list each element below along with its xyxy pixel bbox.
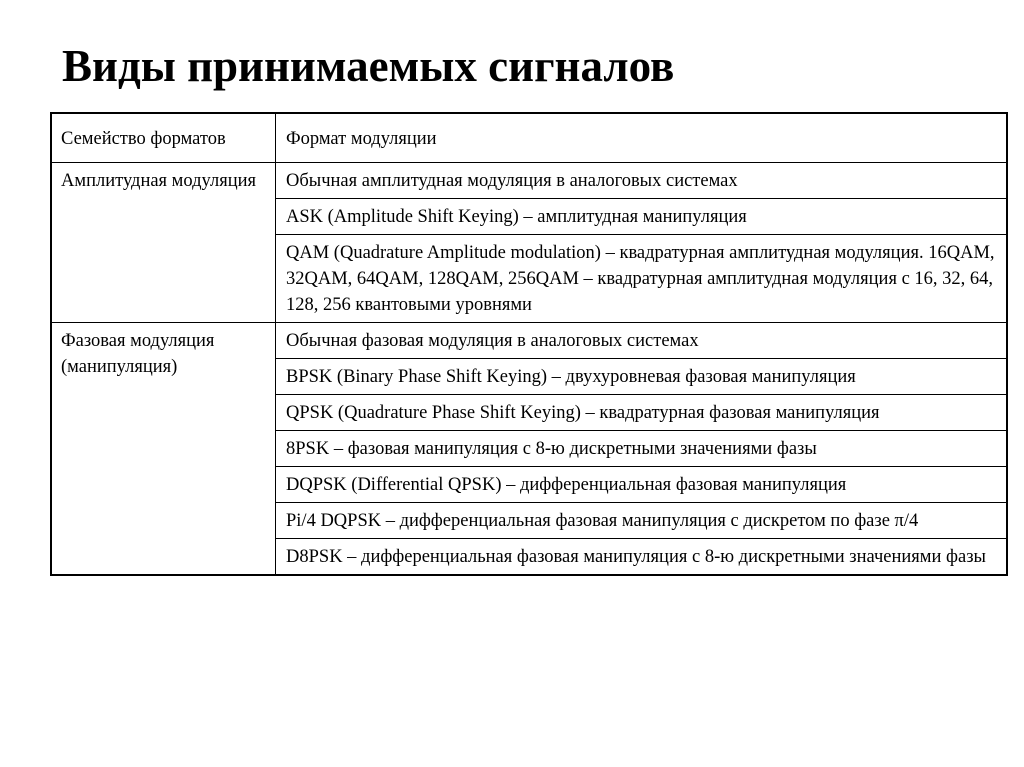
slide-title: Виды принимаемых сигналов	[62, 41, 675, 91]
format-cell: QAM (Quadrature Amplitude modulation) – квадратурная амплитудная модуляция. 16QAM, 32QAM, 64QAM, 128QAM, 256QAM – квадратурная амплитудная модуляция с 16, 32, 64, 128, 256 квантовыми уровнями	[276, 235, 1008, 323]
table-header-row	[51, 113, 1007, 163]
format-cell: Обычная фазовая модуляция в аналоговых системах	[276, 323, 1008, 359]
format-cell: DQPSK (Differential QPSK) – дифференциальная фазовая манипуляция	[276, 467, 1008, 503]
family-amplitude: Амплитудная модуляция	[51, 163, 276, 323]
format-cell: ASK (Amplitude Shift Keying) – амплитудная манипуляция	[276, 199, 1008, 235]
format-cell: Pi/4 DQPSK – дифференциальная фазовая манипуляция с дискретом по фазе π/4	[276, 503, 1008, 539]
header-family: Семейство форматов	[51, 113, 276, 163]
family-phase: Фазовая модуляция (манипуляция)	[51, 323, 276, 576]
format-cell: Обычная амплитудная модуляция в аналоговых системах	[276, 163, 1008, 199]
header-format: Формат модуляции	[276, 113, 1008, 163]
format-cell: 8PSK – фазовая манипуляция с 8-ю дискретными значениями фазы	[276, 431, 1008, 467]
format-cell: D8PSK – дифференциальная фазовая манипуляция с 8-ю дискретными значениями фазы	[276, 539, 1008, 576]
table-row	[51, 163, 1007, 199]
format-cell: QPSK (Quadrature Phase Shift Keying) – квадратурная фазовая манипуляция	[276, 395, 1008, 431]
modulation-table	[50, 112, 1008, 576]
format-cell: BPSK (Binary Phase Shift Keying) – двухуровневая фазовая манипуляция	[276, 359, 1008, 395]
table-row	[51, 323, 1007, 359]
